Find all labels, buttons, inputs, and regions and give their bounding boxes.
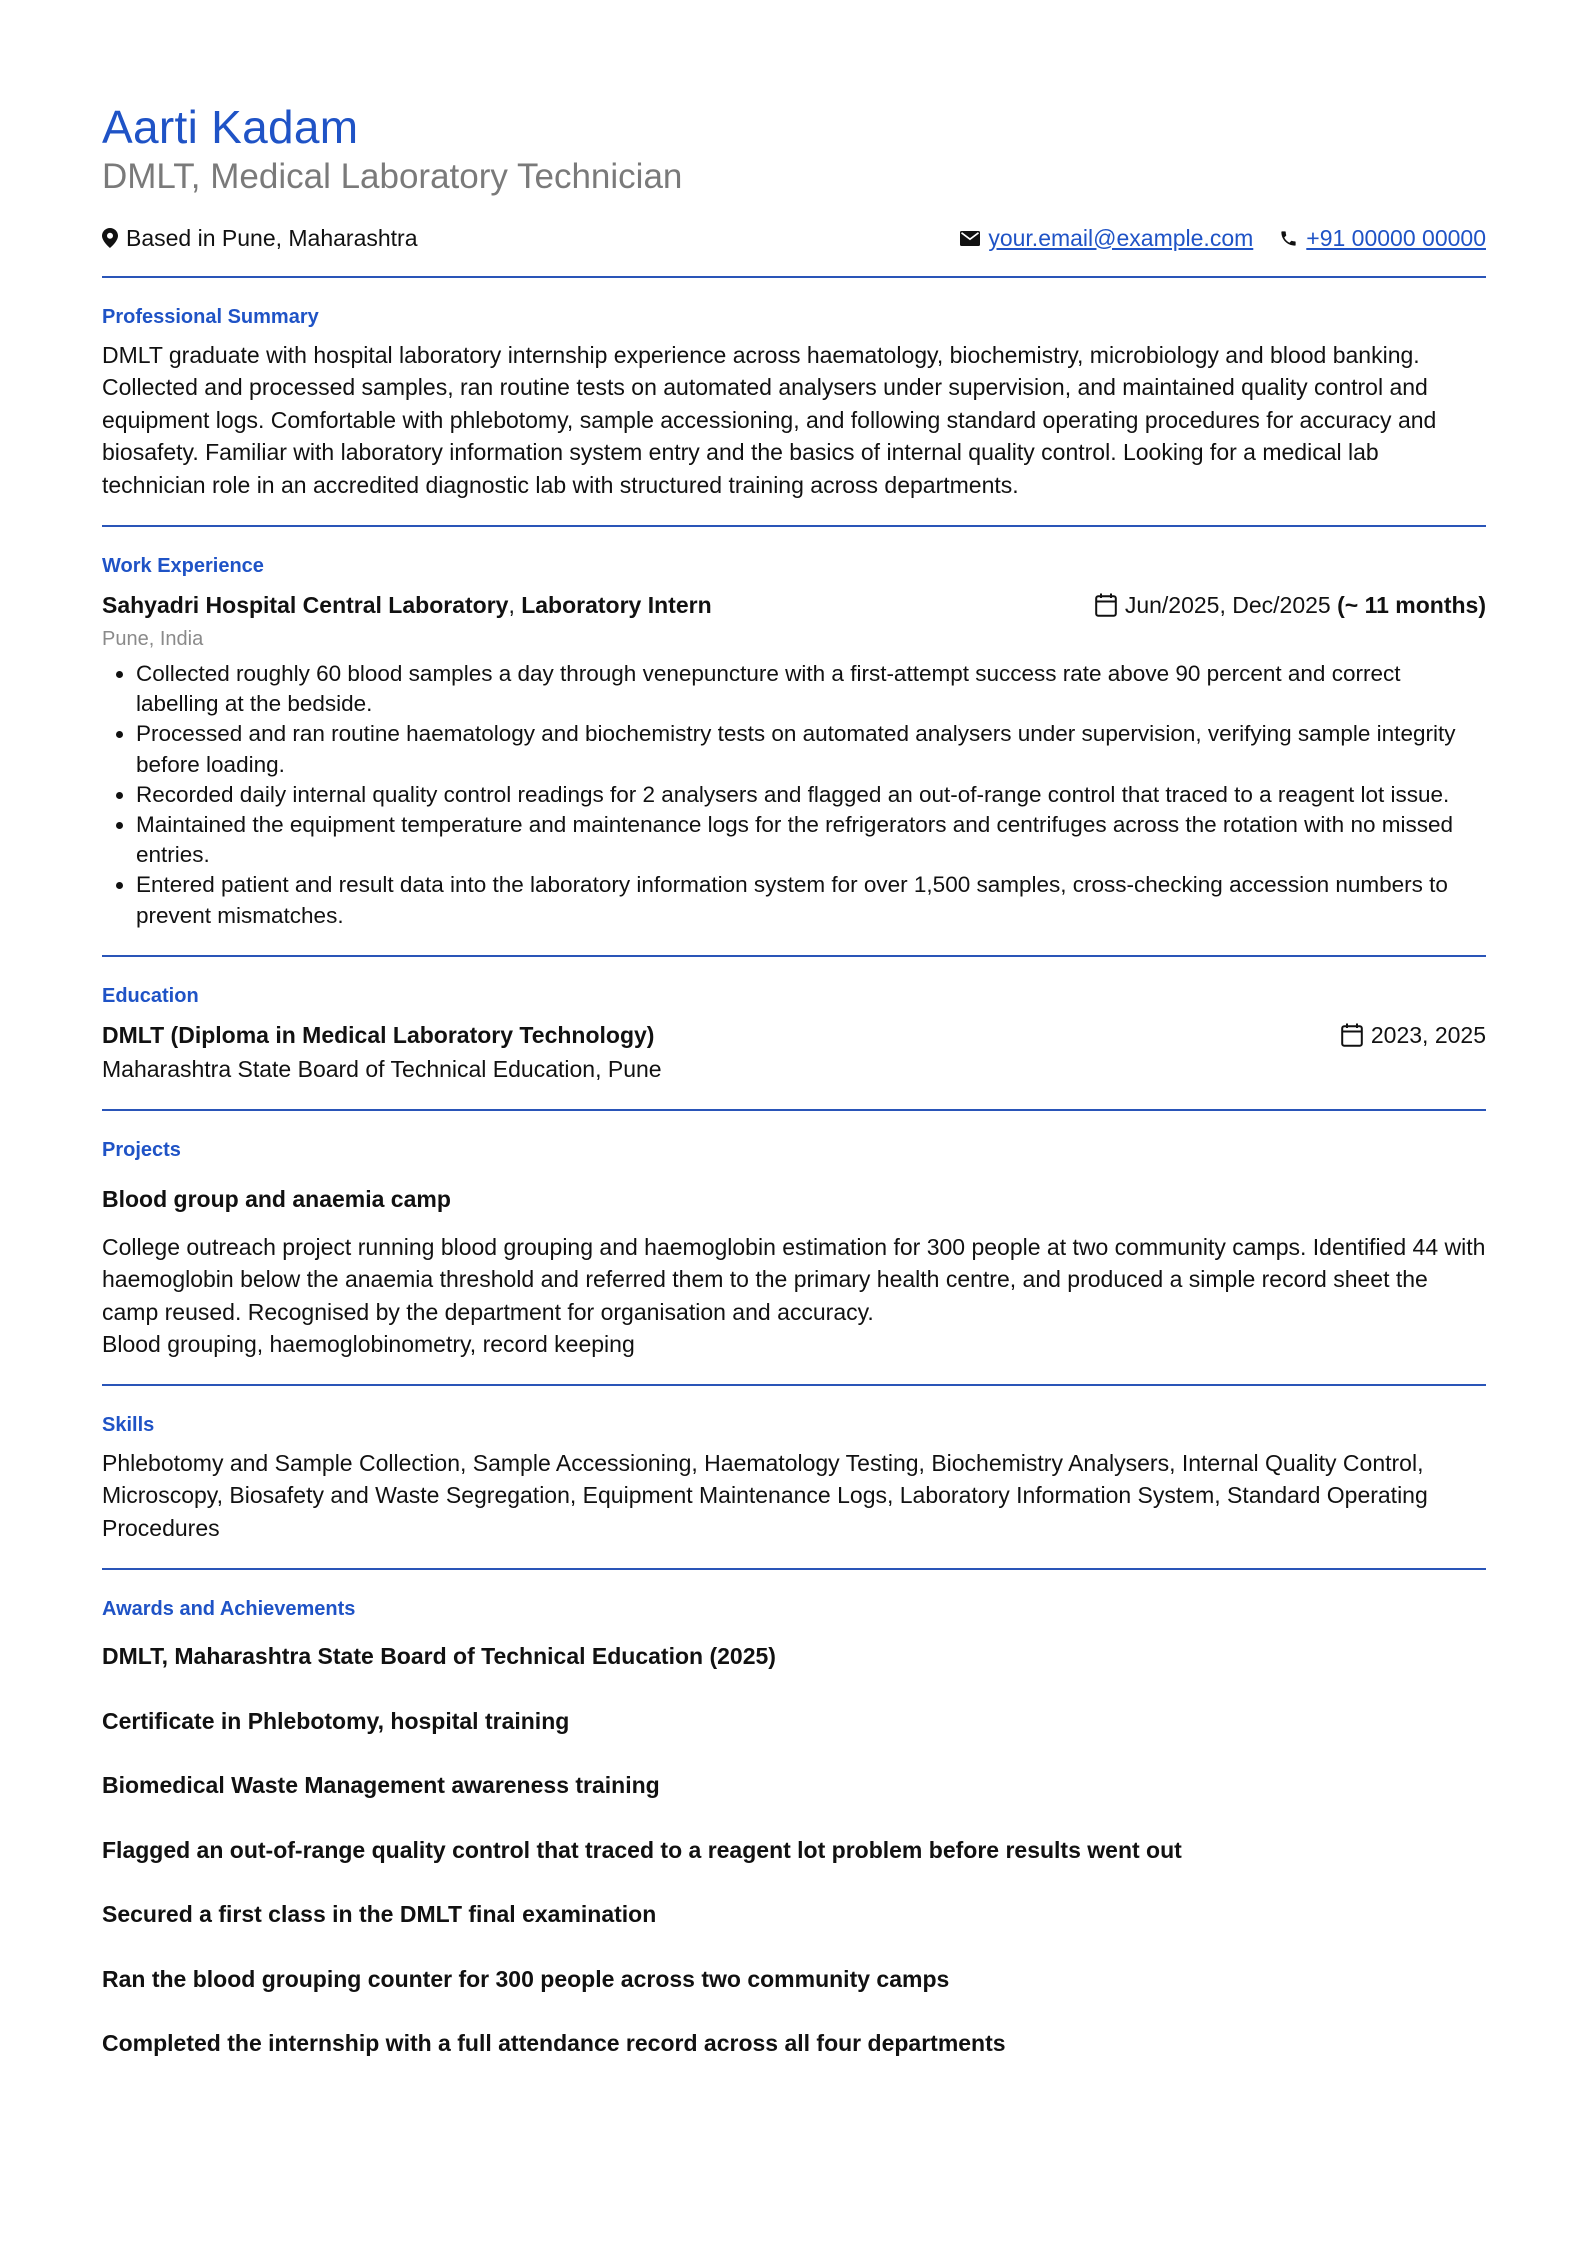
map-pin-icon — [102, 228, 118, 248]
project-name: Blood group and anaemia camp — [102, 1185, 451, 1212]
section-title-summary: Professional Summary — [102, 306, 319, 328]
award-item: Secured a first class in the DMLT final examination — [102, 1901, 657, 1928]
experience-heading — [102, 589, 712, 621]
experience-date-range: Jun/2025, Dec/2025 — [1124, 592, 1331, 619]
summary-section — [102, 278, 1486, 525]
section-title-skills: Skills — [102, 1414, 155, 1437]
education-dates — [1341, 1019, 1486, 1051]
experience-duration: (~ 11 months) — [1337, 592, 1486, 619]
institution-name: Maharashtra State Board of Technical Education, Pune — [102, 1055, 662, 1082]
section-title-education: Education — [102, 984, 199, 1007]
calendar-icon — [1341, 1023, 1363, 1047]
contact-row — [102, 222, 1486, 254]
award-item: Certificate in Phlebotomy, hospital training — [102, 1707, 570, 1734]
education-section — [102, 957, 1486, 1109]
section-title-projects: Projects — [102, 1138, 181, 1161]
list-item: • Entered patient and result data into the laboratory information system for over 1,500 samples, cross-checking accession numbers to prevent mismatches. — [136, 870, 1486, 930]
experience-section — [102, 527, 1486, 955]
award-item: DMLT, Maharashtra State Board of Technical Education (2025) — [102, 1643, 776, 1670]
email-item[interactable] — [960, 225, 1253, 252]
award-item: Ran the blood grouping counter for 300 people across two community camps — [102, 1965, 950, 1992]
location-text: Based in Pune, Maharashtra — [126, 224, 418, 251]
email-link[interactable]: your.email@example.com — [988, 224, 1254, 251]
education-entry-header — [102, 1019, 1486, 1051]
degree-name: DMLT (Diploma in Medical Laboratory Technology) — [102, 1021, 655, 1048]
experience-dates — [1095, 589, 1486, 621]
skills-text: Phlebotomy and Sample Collection, Sample Accessioning, Haematology Testing, Biochemistry Analysers, Internal Quality Control, Microscopy, Biosafety and Waste Segregation, Equipment Maintenance Logs, Laboratory Information System, Standard Operating Procedures — [102, 1450, 1428, 1541]
award-item: Flagged an out-of-range quality control that traced to a reagent lot problem before results went out — [102, 1836, 1182, 1863]
section-title-experience: Work Experience — [102, 555, 264, 578]
award-item: Completed the internship with a full attendance record across all four departments — [102, 2030, 1006, 2057]
candidate-title: DMLT, Medical Laboratory Technician — [102, 157, 683, 196]
contact-left — [102, 225, 418, 252]
calendar-icon — [1095, 593, 1117, 617]
awards-list — [102, 1640, 1486, 2059]
project-skills: Blood grouping, haemoglobinometry, record keeping — [102, 1331, 635, 1358]
skills-section — [102, 1386, 1486, 1568]
phone-item[interactable] — [1279, 225, 1486, 252]
list-item: • Maintained the equipment temperature and maintenance logs for the refrigerators and centrifuges across the rotation with no missed entries. — [136, 810, 1486, 870]
experience-bullets — [102, 659, 1486, 931]
phone-link[interactable]: +91 00000 00000 — [1306, 224, 1486, 251]
employer-name: Sahyadri Hospital Central Laboratory — [102, 592, 509, 619]
list-item: • Recorded daily internal quality control readings for 2 analysers and flagged an out-of-range control that traced to a reagent lot issue. — [136, 780, 1486, 810]
job-role: Laboratory Intern — [521, 592, 712, 619]
summary-text: DMLT graduate with hospital laboratory internship experience across haematology, biochemistry, microbiology and blood banking. Collected and processed samples, ran routine tests on automated analysers under supervision, and maintained quality control and equipment logs. Comfortable with phlebotomy, sample accessioning, and following standard operating procedures for accuracy and biosafety. Familiar with laboratory information system entry and the basics of internal quality control. Looking for a medical lab technician role in an accredited diagnostic lab with structured training across departments. — [102, 342, 1437, 498]
list-item: • Collected roughly 60 blood samples a day through venepuncture with a first-attempt success rate above 90 percent and correct labelling at the bedside. — [136, 659, 1486, 719]
project-description: College outreach project running blood grouping and haemoglobin estimation for 300 people at two community camps. Identified 44 with haemoglobin below the anaemia threshold and referred them to the primary health centre, and produced a simple record sheet the camp reused. Recognised by the department for organisation and accuracy. — [102, 1233, 1486, 1325]
phone-icon — [1279, 229, 1298, 248]
projects-section — [102, 1111, 1486, 1384]
section-title-awards: Awards and Achievements — [102, 1598, 356, 1621]
resume-header — [102, 0, 1486, 254]
awards-section — [102, 1570, 1486, 2083]
award-item: Biomedical Waste Management awareness training — [102, 1772, 660, 1799]
location-item — [102, 225, 418, 252]
envelope-icon — [960, 231, 980, 246]
experience-entry-header — [102, 589, 1486, 621]
candidate-name: Aarti Kadam — [102, 101, 359, 153]
education-date-range: 2023, 2025 — [1370, 1021, 1486, 1048]
experience-location: Pune, India — [102, 628, 204, 651]
contact-right — [960, 225, 1486, 252]
list-item: • Processed and ran routine haematology and biochemistry tests on automated analysers under supervision, verifying sample integrity before loading. — [136, 719, 1486, 779]
heading-separator: , — [508, 592, 522, 619]
